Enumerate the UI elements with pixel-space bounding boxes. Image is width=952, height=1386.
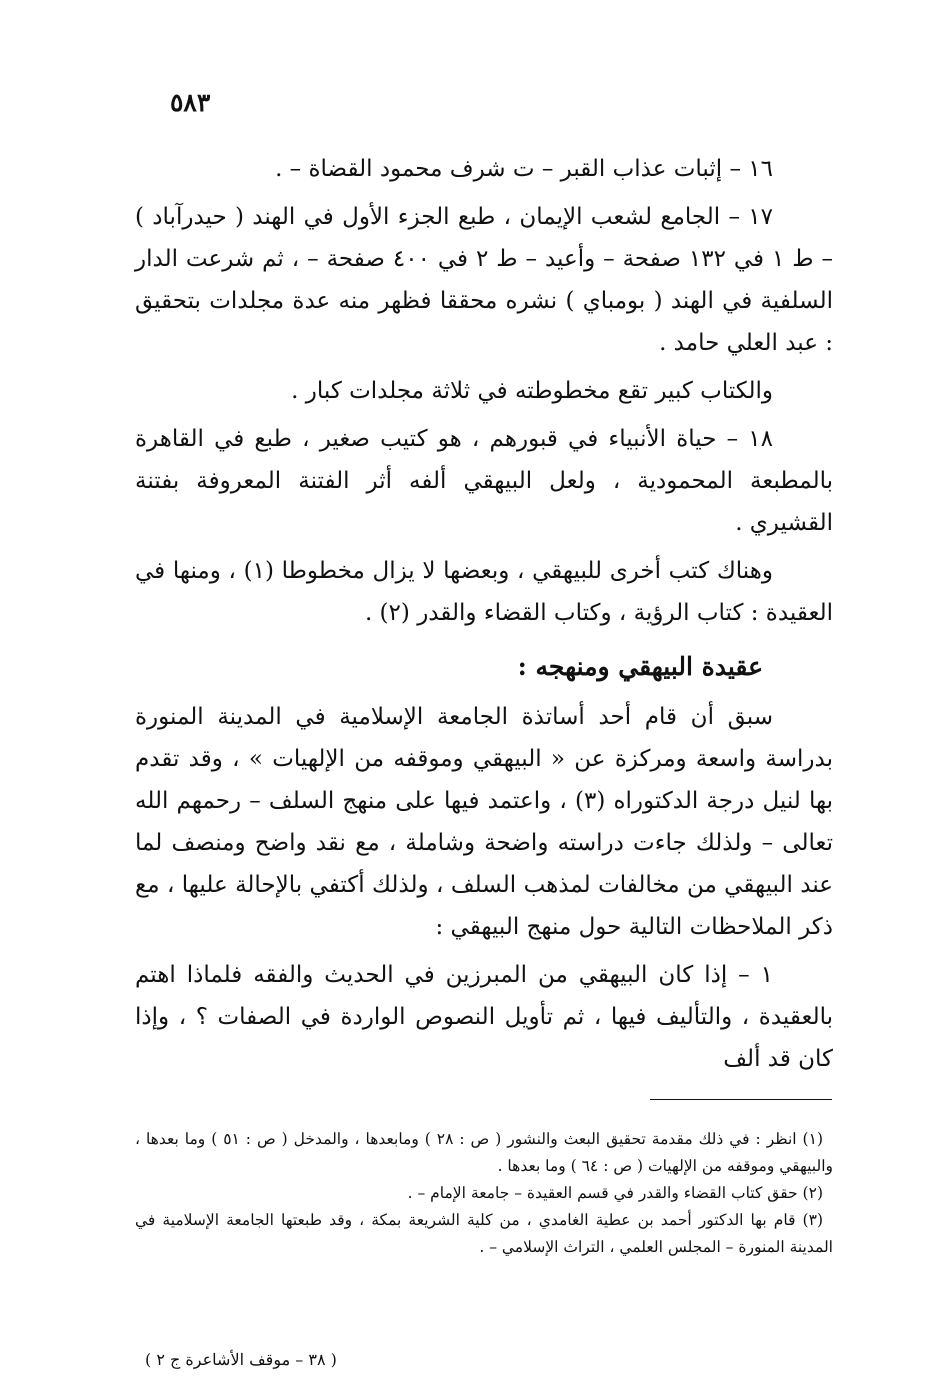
footnote-separator: [650, 1099, 832, 1100]
footnote-1: (١) انظر : في ذلك مقدمة تحقيق البعث والنشور ( ص : ٢٨ ) ومابعدها ، والمدخل ( ص : ٥١ ) وما بعدها ، والبيهقي وموقفه من الإلهيات ( ص : ٦٤ ) وما بعدها .: [135, 1130, 833, 1175]
footnote-2: (٢) حقق كتاب القضاء والقدر في قسم العقيدة – جامعة الإمام – .: [407, 1184, 823, 1202]
paragraph-item-18: ١٨ – حياة الأنبياء في قبورهم ، هو كتيب صغير ، طبع في القاهرة بالمطبعة المحمودية ، ولعل البيهقي ألفه أثر الفتنة المعروفة بفتنة القشيري .: [135, 426, 833, 536]
paragraph-previous-study: سبق أن قام أحد أساتذة الجامعة الإسلامية في المدينة المنورة بدراسة واسعة ومركزة عن « البيهقي وموقفه من الإلهيات » ، وقد تقدم بها لنيل درجة الدكتوراه (٣) ، واعتمد فيها على منهج السلف – رحمهم الله تعالى – ولذلك جاءت دراسته واضحة وشاملة ، مع نقد واضح ومنصف لما عند البيهقي من مخالفات لمذهب السلف ، ولذلك أكتفي بالإحالة عليها ، مع ذكر الملاحظات التالية حول منهج البيهقي :: [135, 704, 833, 940]
page-number: ٥٨٣: [170, 88, 211, 117]
paragraph-observation-1: ١ – إذا كان البيهقي من المبرزين في الحديث والفقه فلماذا اهتم بالعقيدة ، والتأليف فيها ، ثم تأويل النصوص الواردة في الصفات ؟ ، وإذا كان قد ألف: [135, 962, 833, 1072]
section-heading: عقيدة البيهقي ومنهجه :: [517, 652, 763, 681]
paragraph-item-16: ١٦ – إثبات عذاب القبر – ت شرف محمود القضاة – .: [275, 156, 773, 182]
main-text: [135, 148, 833, 1086]
paragraph-other-books: وهناك كتب أخرى للبيهقي ، وبعضها لا يزال مخطوطا (١) ، ومنها في العقيدة : كتاب الرؤية ، وكتاب القضاء والقدر (٢) .: [135, 558, 833, 626]
footnotes: [135, 1126, 833, 1261]
footer-signature: ( ٣٨ – موقف الأشاعرة ج ٢ ): [145, 1350, 337, 1369]
footnote-3: (٣) قام بها الدكتور أحمد بن عطية الغامدي ، من كلية الشريعة بمكة ، وقد طبعتها الجامعة الإسلامية في المدينة المنورة – المجلس العلمي ، التراث الإسلامي – .: [135, 1211, 833, 1256]
paragraph-item-17: ١٧ – الجامع لشعب الإيمان ، طبع الجزء الأول في الهند ( حيدرآباد ) – ط ١ في ١٣٢ صفحة – وأعيد – ط ٢ في ٤٠٠ صفحة – ، ثم شرعت الدار السلفية في الهند ( بومباي ) نشره محققا فظهر منه عدة مجلدات بتحقيق : عبد العلي حامد .: [135, 204, 833, 356]
paragraph-book-size-note: والكتاب كبير تقع مخطوطته في ثلاثة مجلدات كبار .: [291, 378, 773, 404]
